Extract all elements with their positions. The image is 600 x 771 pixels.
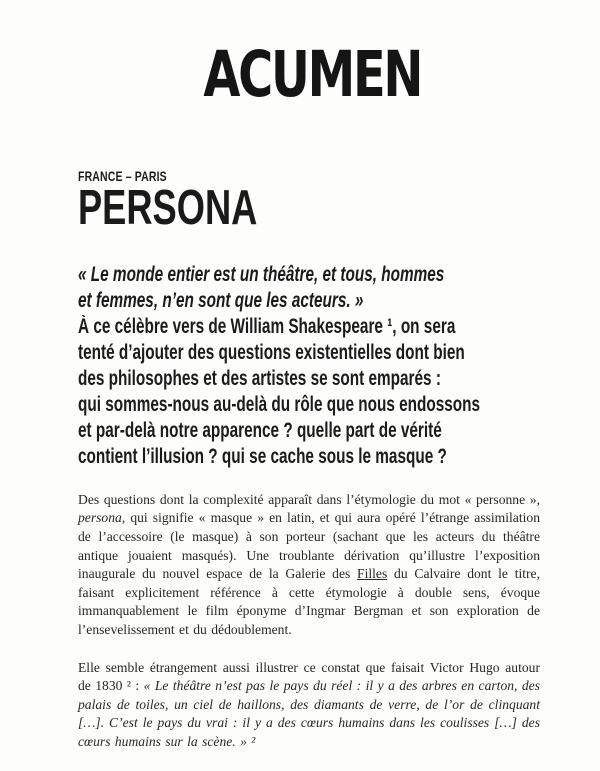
text-segment-underlined: Filles <box>357 566 388 582</box>
text-segment: du Calvaire dont le titre, faisant explicitement référence à cette étymologie à double sens, évoque immanquablement le film éponyme d’Ingmar Bergman et son exploration de l’ensevelissement et du dédoublement. <box>78 566 540 637</box>
article-standfirst <box>78 262 540 470</box>
article <box>78 168 540 771</box>
text-segment-italic: persona <box>78 510 122 526</box>
text-segment: , qui signifie « masque » en latin, et qui aura opéré l’étrange assimilation de l’accessoire (le masque) à son porteur (sachant que les acteurs du théâtre antique jouaient masqués). Une troublante dérivation qu’illustre l’exposition inaugurale du nouvel espace de la Galerie des <box>78 510 540 582</box>
standfirst-line: et femmes, n’en sont que les acteurs. » <box>78 288 364 312</box>
standfirst-line: qui sommes-nous au-delà du rôle que nous endossons <box>78 392 481 416</box>
standfirst-line: « Le monde entier est un théâtre, et tous, hommes <box>78 262 445 286</box>
standfirst-line: et par-delà notre apparence ? quelle part de vérité <box>78 418 442 442</box>
standfirst-line: tenté d’ajouter des questions existentielles dont bien <box>78 340 465 364</box>
article-kicker: FRANCE – PARIS <box>78 168 167 184</box>
standfirst-line: contient l’illusion ? qui se cache sous le masque ? <box>78 444 447 468</box>
article-body <box>78 491 540 752</box>
masthead <box>0 40 600 110</box>
body-paragraph <box>78 659 540 752</box>
article-title: PERSONA <box>78 181 258 235</box>
text-segment-italic: « Le théâtre n’est pas le pays du réel : il y a des arbres en carton, des palais de toiles, un ciel de haillons, des diamants de verre, de l’or de clinquant […]. C’est le pays du vrai : il y a des cœurs humains dans les coulisses […] des cœurs humains sur la scène. » ² <box>78 678 540 749</box>
body-paragraph <box>78 491 540 640</box>
standfirst-line: À ce célèbre vers de William Shakespeare ¹, on sera <box>78 314 456 338</box>
magazine-logo: ACUMEN <box>203 38 421 111</box>
text-segment: Des questions dont la complexité apparaît dans l’étymologie du mot « personne », <box>78 491 540 507</box>
text-segment: Elle semble étrangement aussi illustrer ce constat que faisait Victor Hugo autour de 1830 ² : <box>78 659 540 694</box>
standfirst-line: des philosophes et des artistes se sont emparés : <box>78 366 441 390</box>
